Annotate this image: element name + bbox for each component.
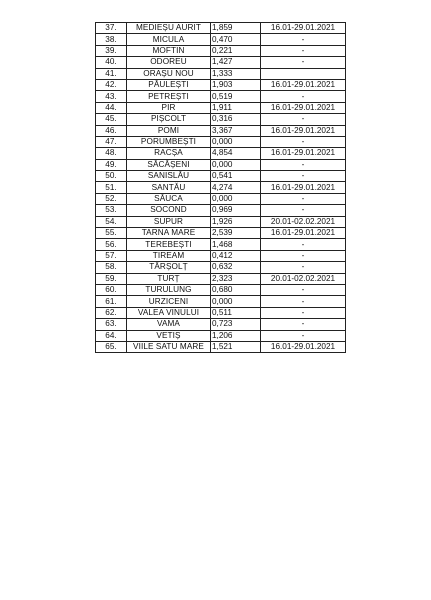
- period-cell: -: [261, 114, 346, 125]
- table-row: [96, 341, 346, 352]
- table-row: [96, 125, 346, 136]
- table-row: [96, 79, 346, 90]
- value-cell: 0,470: [211, 34, 261, 45]
- value-cell: 0,412: [211, 250, 261, 261]
- locality-name-cell: SĂUCA: [127, 193, 211, 204]
- value-cell: 1,859: [211, 23, 261, 34]
- row-number-cell: 48.: [96, 148, 127, 159]
- row-number-cell: 47.: [96, 136, 127, 147]
- locality-name-cell: TIREAM: [127, 250, 211, 261]
- period-cell: -: [261, 57, 346, 68]
- locality-name-cell: VIILE SATU MARE: [127, 341, 211, 352]
- table-row: [96, 91, 346, 102]
- period-cell: 16.01-29.01.2021: [261, 182, 346, 193]
- period-cell: 16.01-29.01.2021: [261, 341, 346, 352]
- period-cell: -: [261, 284, 346, 295]
- period-cell: 16.01-29.01.2021: [261, 23, 346, 34]
- table-row: [96, 205, 346, 216]
- table-row: [96, 57, 346, 68]
- locality-name-cell: TURULUNG: [127, 284, 211, 295]
- locality-name-cell: ORAȘU NOU: [127, 68, 211, 79]
- period-cell: -: [261, 45, 346, 56]
- table-row: [96, 319, 346, 330]
- value-cell: 0,000: [211, 136, 261, 147]
- row-number-cell: 58.: [96, 262, 127, 273]
- period-cell: -: [261, 171, 346, 182]
- row-number-cell: 65.: [96, 341, 127, 352]
- row-number-cell: 63.: [96, 319, 127, 330]
- value-cell: 1,911: [211, 102, 261, 113]
- period-cell: -: [261, 250, 346, 261]
- row-number-cell: 52.: [96, 193, 127, 204]
- locality-name-cell: MICULA: [127, 34, 211, 45]
- period-cell: -: [261, 34, 346, 45]
- row-number-cell: 61.: [96, 296, 127, 307]
- locality-name-cell: POMI: [127, 125, 211, 136]
- period-cell: -: [261, 239, 346, 250]
- table-body: [96, 23, 346, 353]
- row-number-cell: 39.: [96, 45, 127, 56]
- row-number-cell: 40.: [96, 57, 127, 68]
- row-number-cell: 49.: [96, 159, 127, 170]
- locality-name-cell: SĂCĂȘENI: [127, 159, 211, 170]
- row-number-cell: 41.: [96, 68, 127, 79]
- period-cell: 16.01-29.01.2021: [261, 228, 346, 239]
- locality-name-cell: PIȘCOLT: [127, 114, 211, 125]
- value-cell: 1,521: [211, 341, 261, 352]
- table-row: [96, 34, 346, 45]
- value-cell: 0,000: [211, 296, 261, 307]
- row-number-cell: 45.: [96, 114, 127, 125]
- value-cell: 1,468: [211, 239, 261, 250]
- row-number-cell: 43.: [96, 91, 127, 102]
- row-number-cell: 44.: [96, 102, 127, 113]
- table-row: [96, 68, 346, 79]
- value-cell: 0,221: [211, 45, 261, 56]
- table-row: [96, 114, 346, 125]
- value-cell: 0,511: [211, 307, 261, 318]
- row-number-cell: 51.: [96, 182, 127, 193]
- value-cell: 1,427: [211, 57, 261, 68]
- table-row: [96, 307, 346, 318]
- locality-name-cell: MOFTIN: [127, 45, 211, 56]
- table-row: [96, 182, 346, 193]
- locality-name-cell: VALEA VINULUI: [127, 307, 211, 318]
- value-cell: 0,680: [211, 284, 261, 295]
- locality-name-cell: PORUMBEȘTI: [127, 136, 211, 147]
- locality-name-cell: PETREȘTI: [127, 91, 211, 102]
- table-row: [96, 136, 346, 147]
- value-cell: 0,723: [211, 319, 261, 330]
- period-cell: 16.01-29.01.2021: [261, 102, 346, 113]
- locality-name-cell: MEDIEȘU AURIT: [127, 23, 211, 34]
- table-row: [96, 148, 346, 159]
- row-number-cell: 55.: [96, 228, 127, 239]
- table-row: [96, 250, 346, 261]
- table-row: [96, 330, 346, 341]
- row-number-cell: 50.: [96, 171, 127, 182]
- value-cell: 0,541: [211, 171, 261, 182]
- table-row: [96, 159, 346, 170]
- table-row: [96, 102, 346, 113]
- value-cell: 0,000: [211, 193, 261, 204]
- table-row: [96, 284, 346, 295]
- row-number-cell: 38.: [96, 34, 127, 45]
- locality-name-cell: TÂRȘOLȚ: [127, 262, 211, 273]
- period-cell: -: [261, 159, 346, 170]
- period-cell: -: [261, 91, 346, 102]
- value-cell: 1,926: [211, 216, 261, 227]
- row-number-cell: 60.: [96, 284, 127, 295]
- row-number-cell: 62.: [96, 307, 127, 318]
- period-cell: -: [261, 262, 346, 273]
- value-cell: 0,519: [211, 91, 261, 102]
- locality-name-cell: ODOREU: [127, 57, 211, 68]
- locality-name-cell: VAMA: [127, 319, 211, 330]
- value-cell: 0,969: [211, 205, 261, 216]
- locality-name-cell: TEREBEȘTI: [127, 239, 211, 250]
- table-row: [96, 262, 346, 273]
- period-cell: -: [261, 330, 346, 341]
- locality-name-cell: PĂULEȘTI: [127, 79, 211, 90]
- locality-name-cell: VETIȘ: [127, 330, 211, 341]
- table-row: [96, 296, 346, 307]
- row-number-cell: 42.: [96, 79, 127, 90]
- table-row: [96, 23, 346, 34]
- period-cell: -: [261, 319, 346, 330]
- row-number-cell: 54.: [96, 216, 127, 227]
- value-cell: 1,333: [211, 68, 261, 79]
- value-cell: 3,367: [211, 125, 261, 136]
- period-cell: [261, 68, 346, 79]
- locality-name-cell: SUPUR: [127, 216, 211, 227]
- value-cell: 0,316: [211, 114, 261, 125]
- period-cell: 16.01-29.01.2021: [261, 148, 346, 159]
- table-row: [96, 45, 346, 56]
- value-cell: 0,632: [211, 262, 261, 273]
- period-cell: -: [261, 205, 346, 216]
- table-row: [96, 216, 346, 227]
- period-cell: 20.01-02.02.2021: [261, 273, 346, 284]
- row-number-cell: 46.: [96, 125, 127, 136]
- row-number-cell: 56.: [96, 239, 127, 250]
- table-row: [96, 193, 346, 204]
- localities-table: [95, 22, 346, 353]
- period-cell: 16.01-29.01.2021: [261, 79, 346, 90]
- row-number-cell: 57.: [96, 250, 127, 261]
- locality-name-cell: SOCOND: [127, 205, 211, 216]
- table-row: [96, 273, 346, 284]
- value-cell: 4,274: [211, 182, 261, 193]
- value-cell: 2,323: [211, 273, 261, 284]
- row-number-cell: 37.: [96, 23, 127, 34]
- value-cell: 4,854: [211, 148, 261, 159]
- locality-name-cell: PIR: [127, 102, 211, 113]
- locality-name-cell: TARNA MARE: [127, 228, 211, 239]
- locality-name-cell: RACȘA: [127, 148, 211, 159]
- locality-name-cell: TURȚ: [127, 273, 211, 284]
- row-number-cell: 64.: [96, 330, 127, 341]
- period-cell: -: [261, 296, 346, 307]
- locality-name-cell: SANTĂU: [127, 182, 211, 193]
- value-cell: 1,206: [211, 330, 261, 341]
- table-row: [96, 228, 346, 239]
- row-number-cell: 53.: [96, 205, 127, 216]
- table-row: [96, 171, 346, 182]
- locality-name-cell: URZICENI: [127, 296, 211, 307]
- locality-name-cell: SANISLĂU: [127, 171, 211, 182]
- table-row: [96, 239, 346, 250]
- period-cell: 16.01-29.01.2021: [261, 125, 346, 136]
- value-cell: 2,539: [211, 228, 261, 239]
- period-cell: -: [261, 307, 346, 318]
- row-number-cell: 59.: [96, 273, 127, 284]
- value-cell: 0,000: [211, 159, 261, 170]
- period-cell: -: [261, 136, 346, 147]
- value-cell: 1,903: [211, 79, 261, 90]
- period-cell: -: [261, 193, 346, 204]
- period-cell: 20.01-02.02.2021: [261, 216, 346, 227]
